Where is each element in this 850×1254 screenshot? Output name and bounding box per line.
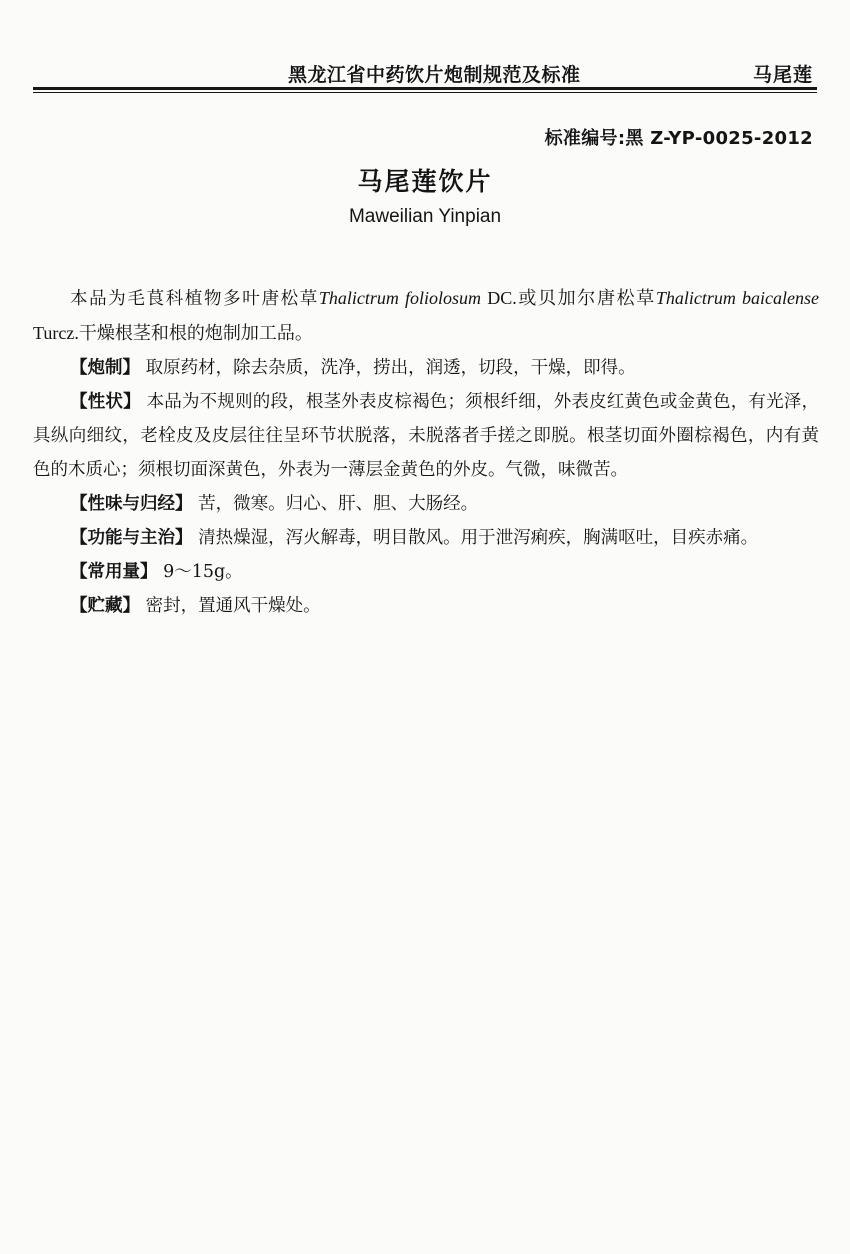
running-header-title: 黑龙江省中药饮片炮制规范及标准 xyxy=(288,64,581,86)
intro-text-3: Turcz.干燥根茎和根的炮制加工品。 xyxy=(33,323,313,343)
page-subtitle: Maweilian Yinpian xyxy=(348,206,502,227)
section-label: 【常用量】 xyxy=(70,562,158,582)
section-processing xyxy=(33,351,819,385)
section-text: 取原药材，除去杂质，洗净，捞出，润透，切段，干燥，即得。 xyxy=(145,358,636,378)
latin-name-2: Thalictrum baicalense xyxy=(655,288,820,308)
section-label: 【性味与归经】 xyxy=(70,494,193,514)
section-storage xyxy=(33,589,819,623)
section-label: 【贮藏】 xyxy=(70,596,140,616)
section-text: 苦，微寒。归心、肝、胆、大肠经。 xyxy=(198,494,479,514)
intro-text-1: 本品为毛茛科植物多叶唐松草 xyxy=(70,289,319,309)
section-text: 密封，置通风干燥处。 xyxy=(145,596,321,616)
section-characteristics xyxy=(33,385,819,487)
intro-text-2: DC.或贝加尔唐松草 xyxy=(481,288,656,308)
header-rule-thin xyxy=(33,92,817,93)
document-body xyxy=(33,281,819,623)
section-dosage xyxy=(33,555,819,589)
standard-number: 标准编号:黑 Z-YP-0025-2012 xyxy=(544,128,813,149)
running-header xyxy=(33,56,817,90)
section-text: 清热燥湿，泻火解毒，明目散风。用于泄泻痢疾，胸满呕吐，目疾赤痛。 xyxy=(198,528,759,548)
section-label: 【功能与主治】 xyxy=(70,528,193,548)
intro-paragraph xyxy=(33,281,819,351)
section-label: 【炮制】 xyxy=(70,358,140,378)
running-header-section: 马尾莲 xyxy=(752,64,813,86)
section-nature-meridian xyxy=(33,487,819,521)
page-title: 马尾莲饮片 xyxy=(357,167,493,196)
section-text: 本品为不规则的段，根茎外表皮棕褐色；须根纤细，外表皮红黄色或金黄色，有光泽，具纵向细纹，老栓皮及皮层往往呈环节状脱落，未脱落者手搓之即脱。根茎切面外圈棕褐色，内有黄色的木质心；须根切面深黄色，外表为一薄层金黄色的外皮。气微，味微苦。 xyxy=(33,392,819,480)
section-function-indication xyxy=(33,521,819,555)
section-label: 【性状】 xyxy=(70,392,141,412)
section-text: 9～15g。 xyxy=(163,562,243,582)
latin-name-1: Thalictrum foliolosum xyxy=(318,288,482,308)
header-rule-thick xyxy=(33,87,817,90)
